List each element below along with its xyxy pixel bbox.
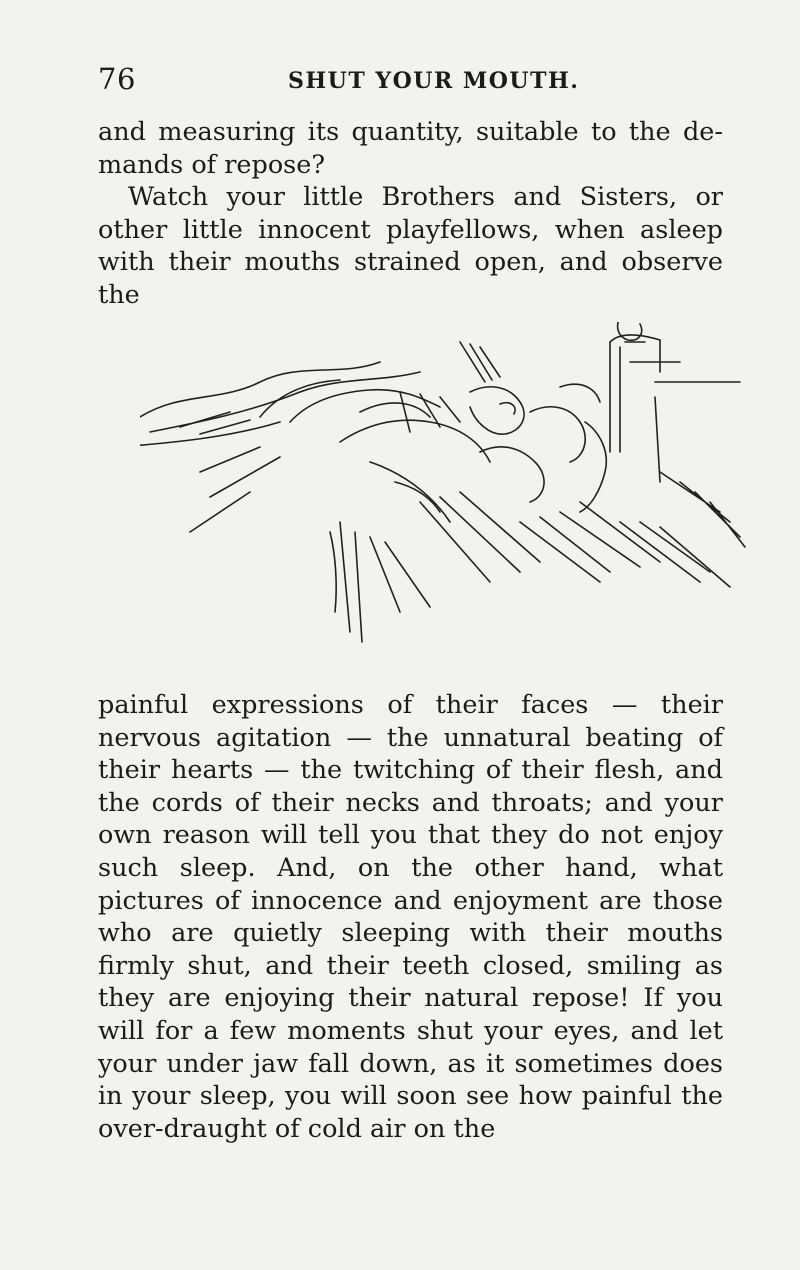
paragraph: painful expressions of their faces — their nervous agitation — the unnatural beating of their hearts — the twitching of their flesh, and the cords of their necks and throats; and your own reason will tell you that they do not enjoy such sleep. And, on the other hand, what pictures of innocence and enjoyment are those who are quietly sleeping with their mouths firmly shut, and their teeth closed, smiling as they are enjoying their natural repose! If you will for a few moments shut your eyes, and let your under jaw fall down, as it sometimes does in your sleep, you will soon see how painful the over-draught of cold air on the — [98, 690, 723, 1144]
page-header — [98, 62, 718, 102]
running-title: SHUT YOUR MOUTH. — [288, 68, 580, 94]
body-text-top — [98, 116, 723, 312]
paragraph: Watch your little Brothers and Sisters, or other little innocent playfellows, when asleep with their mouths strained open, and observe the — [98, 182, 723, 310]
paragraph: and measuring its quantity, suitable to the de-mands of repose? — [98, 117, 723, 180]
sleeping-children-illustration — [140, 322, 760, 672]
engraving-image — [140, 322, 760, 672]
page-number: 76 — [98, 62, 136, 96]
body-text-bottom — [98, 689, 723, 1145]
